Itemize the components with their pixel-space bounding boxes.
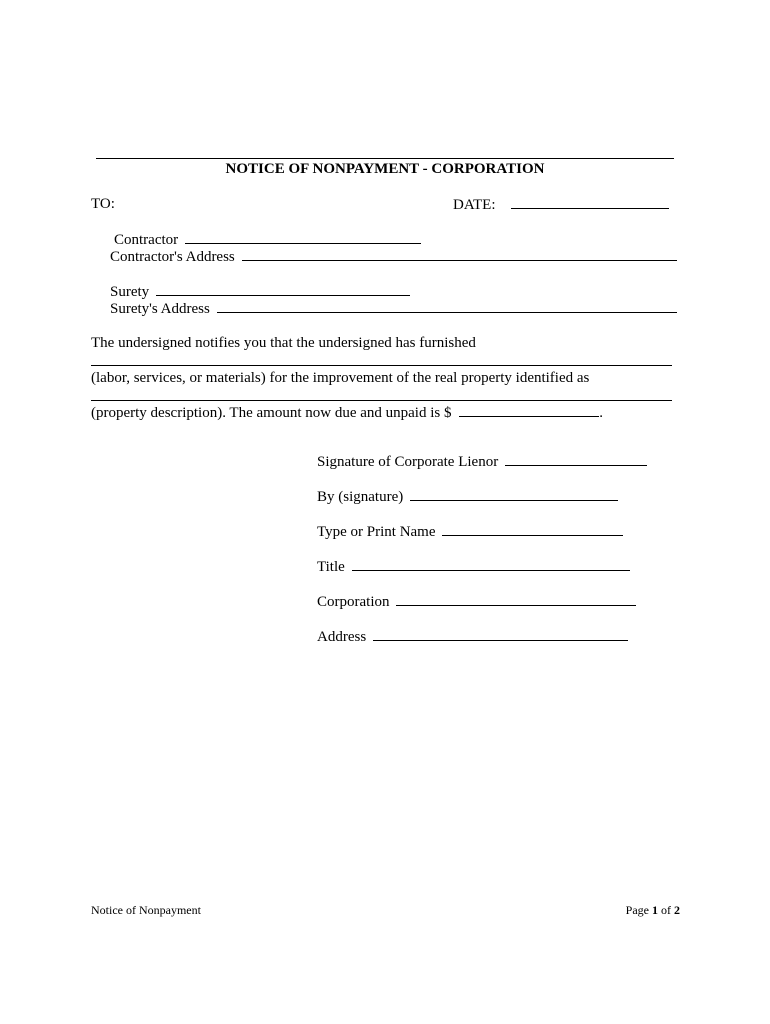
body-line-3-row: [91, 404, 603, 422]
lienor-signature-field[interactable]: [505, 453, 647, 466]
print-name-label: Type or Print Name: [317, 524, 436, 540]
footer-page-number: [626, 903, 680, 917]
contractor-row: [114, 231, 421, 249]
date-row: [453, 196, 669, 214]
top-rule: [96, 158, 674, 159]
print-name-field[interactable]: [442, 523, 623, 536]
lienor-row: [317, 453, 647, 471]
title-field[interactable]: [352, 558, 630, 571]
contractor-field[interactable]: [185, 231, 421, 244]
date-field[interactable]: [511, 196, 669, 209]
contractor-address-field[interactable]: [242, 248, 677, 261]
by-signature-field[interactable]: [410, 488, 618, 501]
to-label: TO:: [91, 196, 115, 212]
form-title: NOTICE OF NONPAYMENT - CORPORATION: [225, 161, 545, 177]
body-line-3: (property description). The amount now due and unpaid is $: [91, 405, 452, 421]
property-description-field[interactable]: [91, 400, 672, 401]
amount-due-field[interactable]: [459, 404, 599, 417]
lienor-label: Signature of Corporate Lienor: [317, 454, 499, 470]
title-label: Title: [317, 559, 345, 575]
contractor-address-row: [110, 248, 677, 266]
corporation-label: Corporation: [317, 594, 390, 610]
surety-address-field[interactable]: [217, 300, 677, 313]
furnished-field[interactable]: [91, 365, 672, 366]
date-label: DATE:: [453, 197, 496, 213]
page-total: 2: [674, 903, 680, 917]
surety-label: Surety: [110, 284, 150, 300]
page-label: Page: [625, 903, 649, 917]
by-label: By (signature): [317, 489, 404, 505]
address-label: Address: [317, 629, 367, 645]
address-row: [317, 628, 628, 646]
body-line-1: The undersigned notifies you that the undersigned has furnished: [91, 335, 476, 351]
body-line-2: (labor, services, or materials) for the improvement of the real property identified as: [91, 370, 590, 386]
address-field[interactable]: [373, 628, 628, 641]
footer-left: Notice of Nonpayment: [91, 903, 201, 917]
contractor-label: Contractor: [114, 232, 179, 248]
page-current: 1: [652, 903, 658, 917]
contractor-address-label: Contractor's Address: [110, 249, 235, 265]
title-row: [317, 558, 630, 576]
surety-row: [110, 283, 410, 301]
surety-address-label: Surety's Address: [110, 301, 210, 317]
body-line-3-period: .: [599, 405, 603, 421]
corporation-row: [317, 593, 636, 611]
by-row: [317, 488, 618, 506]
page-of: of: [661, 903, 671, 917]
print-name-row: [317, 523, 623, 541]
surety-field[interactable]: [156, 283, 410, 296]
corporation-field[interactable]: [396, 593, 636, 606]
surety-address-row: [110, 300, 677, 318]
